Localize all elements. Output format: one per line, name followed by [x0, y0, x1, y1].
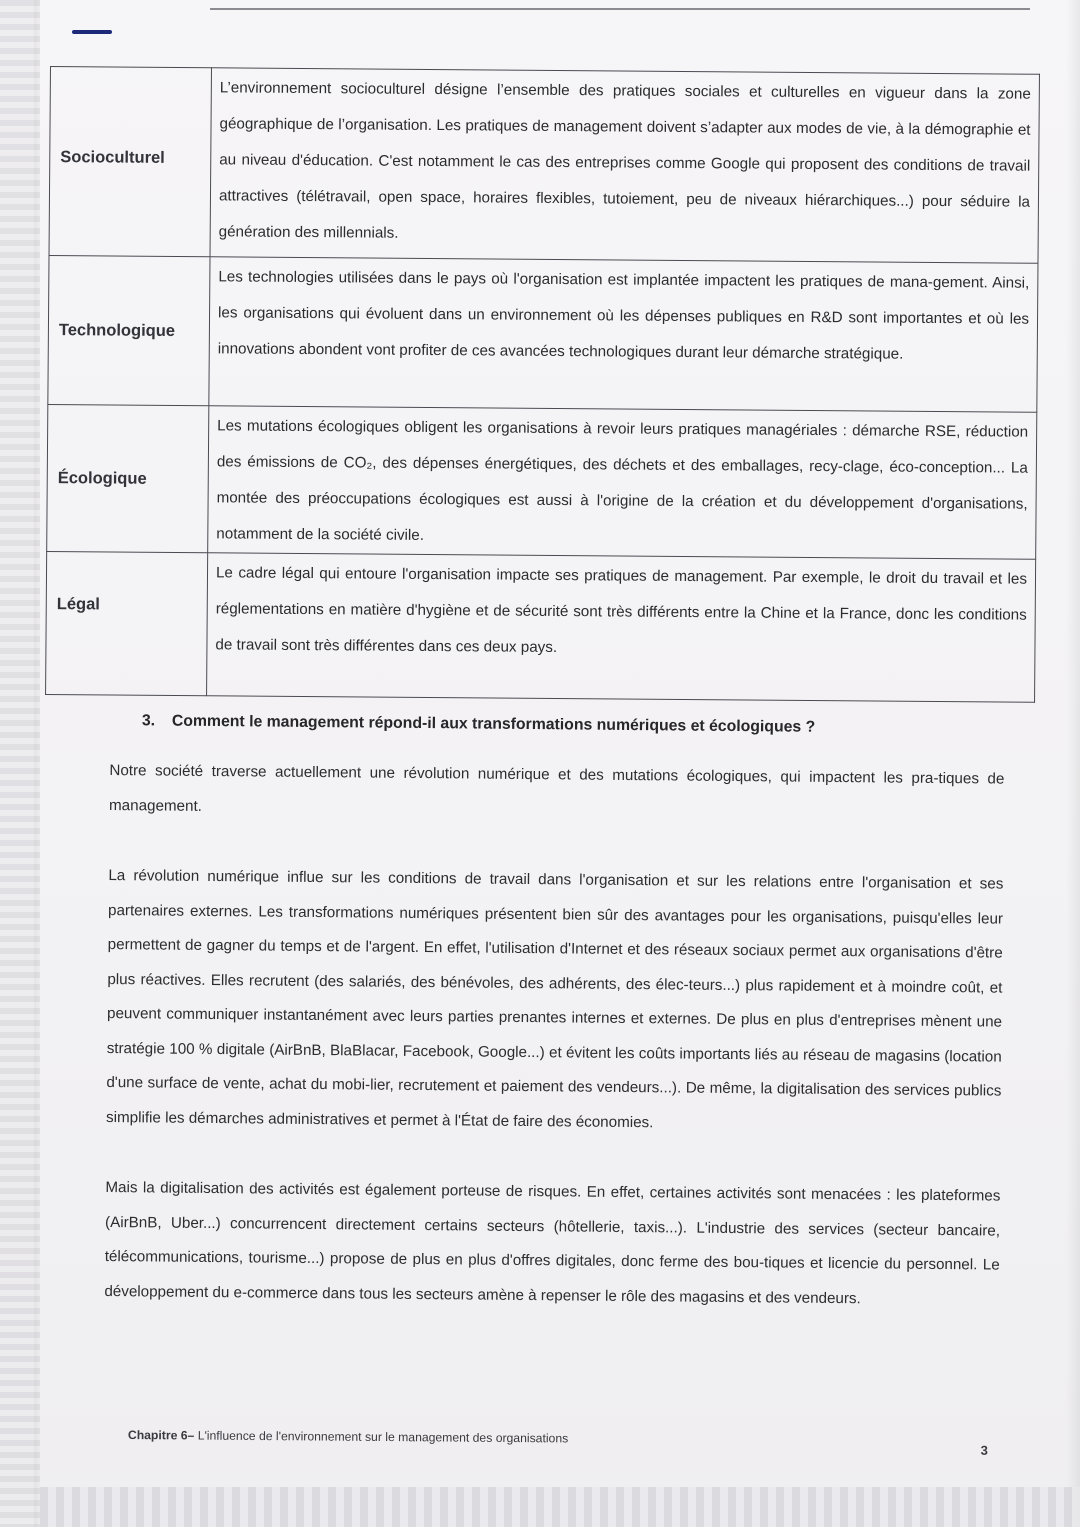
paragraph-intro: Notre société traverse actuellement une révolution numérique et des mutations écologiques, qui impactent les pra-tiques de management.	[108, 761, 1005, 815]
ink-mark	[72, 30, 112, 34]
section-heading	[142, 708, 1005, 742]
binder-sleeve-bottom	[40, 1487, 1080, 1527]
footer-title: L'influence de l'environnement sur le management des organisations	[197, 1428, 569, 1446]
section-number: 3.	[141, 712, 156, 730]
table-row	[47, 404, 1037, 559]
footer-chapter: Chapitre 6–	[127, 1428, 195, 1443]
top-rule	[210, 8, 1030, 10]
table-row	[48, 255, 1038, 412]
pestel-table	[45, 66, 1040, 703]
paragraph-digital-risks: Mais la digitalisation des activités est également porteuse de risques. En effet, certaines activités sont menacées : les plateformes (AirBnB, Uber...) concurrencent directement certains secteurs (hôtellerie, taxis...). L'industrie des services (secteur bancaire, télécommunications, tourisme...) propose de plus en plus d'offres digitales, donc ferme des bou-tiques et licencie du personnel. Le développement du e-commerce dans tous les secteurs amène à repenser le rôle des magasins et des vendeurs.	[104, 1178, 1001, 1307]
section-3	[104, 708, 1005, 1354]
page-right-edge	[1066, 0, 1080, 1527]
table-row	[49, 67, 1039, 264]
row-description: Les technologies utilisées dans le pays où l'organisation est implantée impactent les pratiques de mana-gement. Ainsi, les organisations qui évoluent dans un environnement où les dépenses publiques en R&D sont importantes et où les innovations abondent vont profiter de ces avancées technologiques durant leur démarche stratégique.	[209, 257, 1038, 412]
section-title: Comment le management répond-il aux transformations numériques et écologiques ?	[171, 712, 816, 736]
table-row	[46, 551, 1036, 702]
row-label: Technologique	[48, 255, 210, 405]
binder-sleeve-edge	[0, 0, 40, 1527]
row-description: Le cadre légal qui entoure l'organisation impacte ses pratiques de management. Par exemple, le droit du travail et les réglementations en matière d'hygiène et de sécurité sont très différents entre la Chine et la France, donc les conditions de travail sont très différentes dans ces deux pays.	[207, 553, 1036, 702]
row-label: Socioculturel	[49, 67, 211, 257]
row-description: L’environnement socioculturel désigne l’ensemble des pratiques sociales et culturelles en vigueur dans la zone géographique de l’organisation. Les pratiques de management doivent s’adapter aux modes de vie, à la démographie et au niveau d'éducation. C'est notamment le cas des entreprises comme Google qui proposent des conditions de travail attractives (télétravail, open space, horaires flexibles, tutoiement, peu de niveaux hiérarchiques...) pour séduire la génération des millennials.	[210, 68, 1039, 263]
page-number: 3	[980, 1442, 988, 1458]
row-label: Écologique	[47, 404, 209, 552]
row-label: Légal	[46, 551, 208, 695]
page-footer	[127, 1428, 988, 1458]
paragraph-digital-revolution: La révolution numérique influe sur les conditions de travail dans l'organisation et sur les relations entre l'organisation et ses partenaires externes. Les transformations numériques présentent bien sûr des avantages pour les organisations, puisqu'elles leur permettent de gagner du temps et de l'argent. En effet, l'utilisation d'Internet et des réseaux sociaux permet aux organisations d'être plus réactives. Elles recrutent (des salariés, des bénévoles, des adhérents, des élec-teurs...) plus rapidement et à moindre coût, et peuvent communiquer instantanément avec leurs parties prenantes internes et externes. De plus en plus d'entreprises mènent une stratégie 100 % digitale (AirBnB, BlaBlacar, Facebook, Google...) et évitent les coûts importants liés au réseau de magasins (location d'une surface de vente, achat du mobi-lier, recrutement et paiement des vendeurs...). De même, la digitalisation des services publics simplifie les démarches administratives et permet à l'État de faire des économies.	[105, 866, 1004, 1131]
row-description: Les mutations écologiques obligent les organisations à revoir leurs pratiques managériales : démarche RSE, réduction des émissions de CO₂, des dépenses énergétiques, des déchets et des emballages, recy-clage, éco-conception... La montée des préoccupations écologiques est aussi à l'origine de la création et du développement d'organisations, notamment de la société civile.	[208, 406, 1037, 559]
